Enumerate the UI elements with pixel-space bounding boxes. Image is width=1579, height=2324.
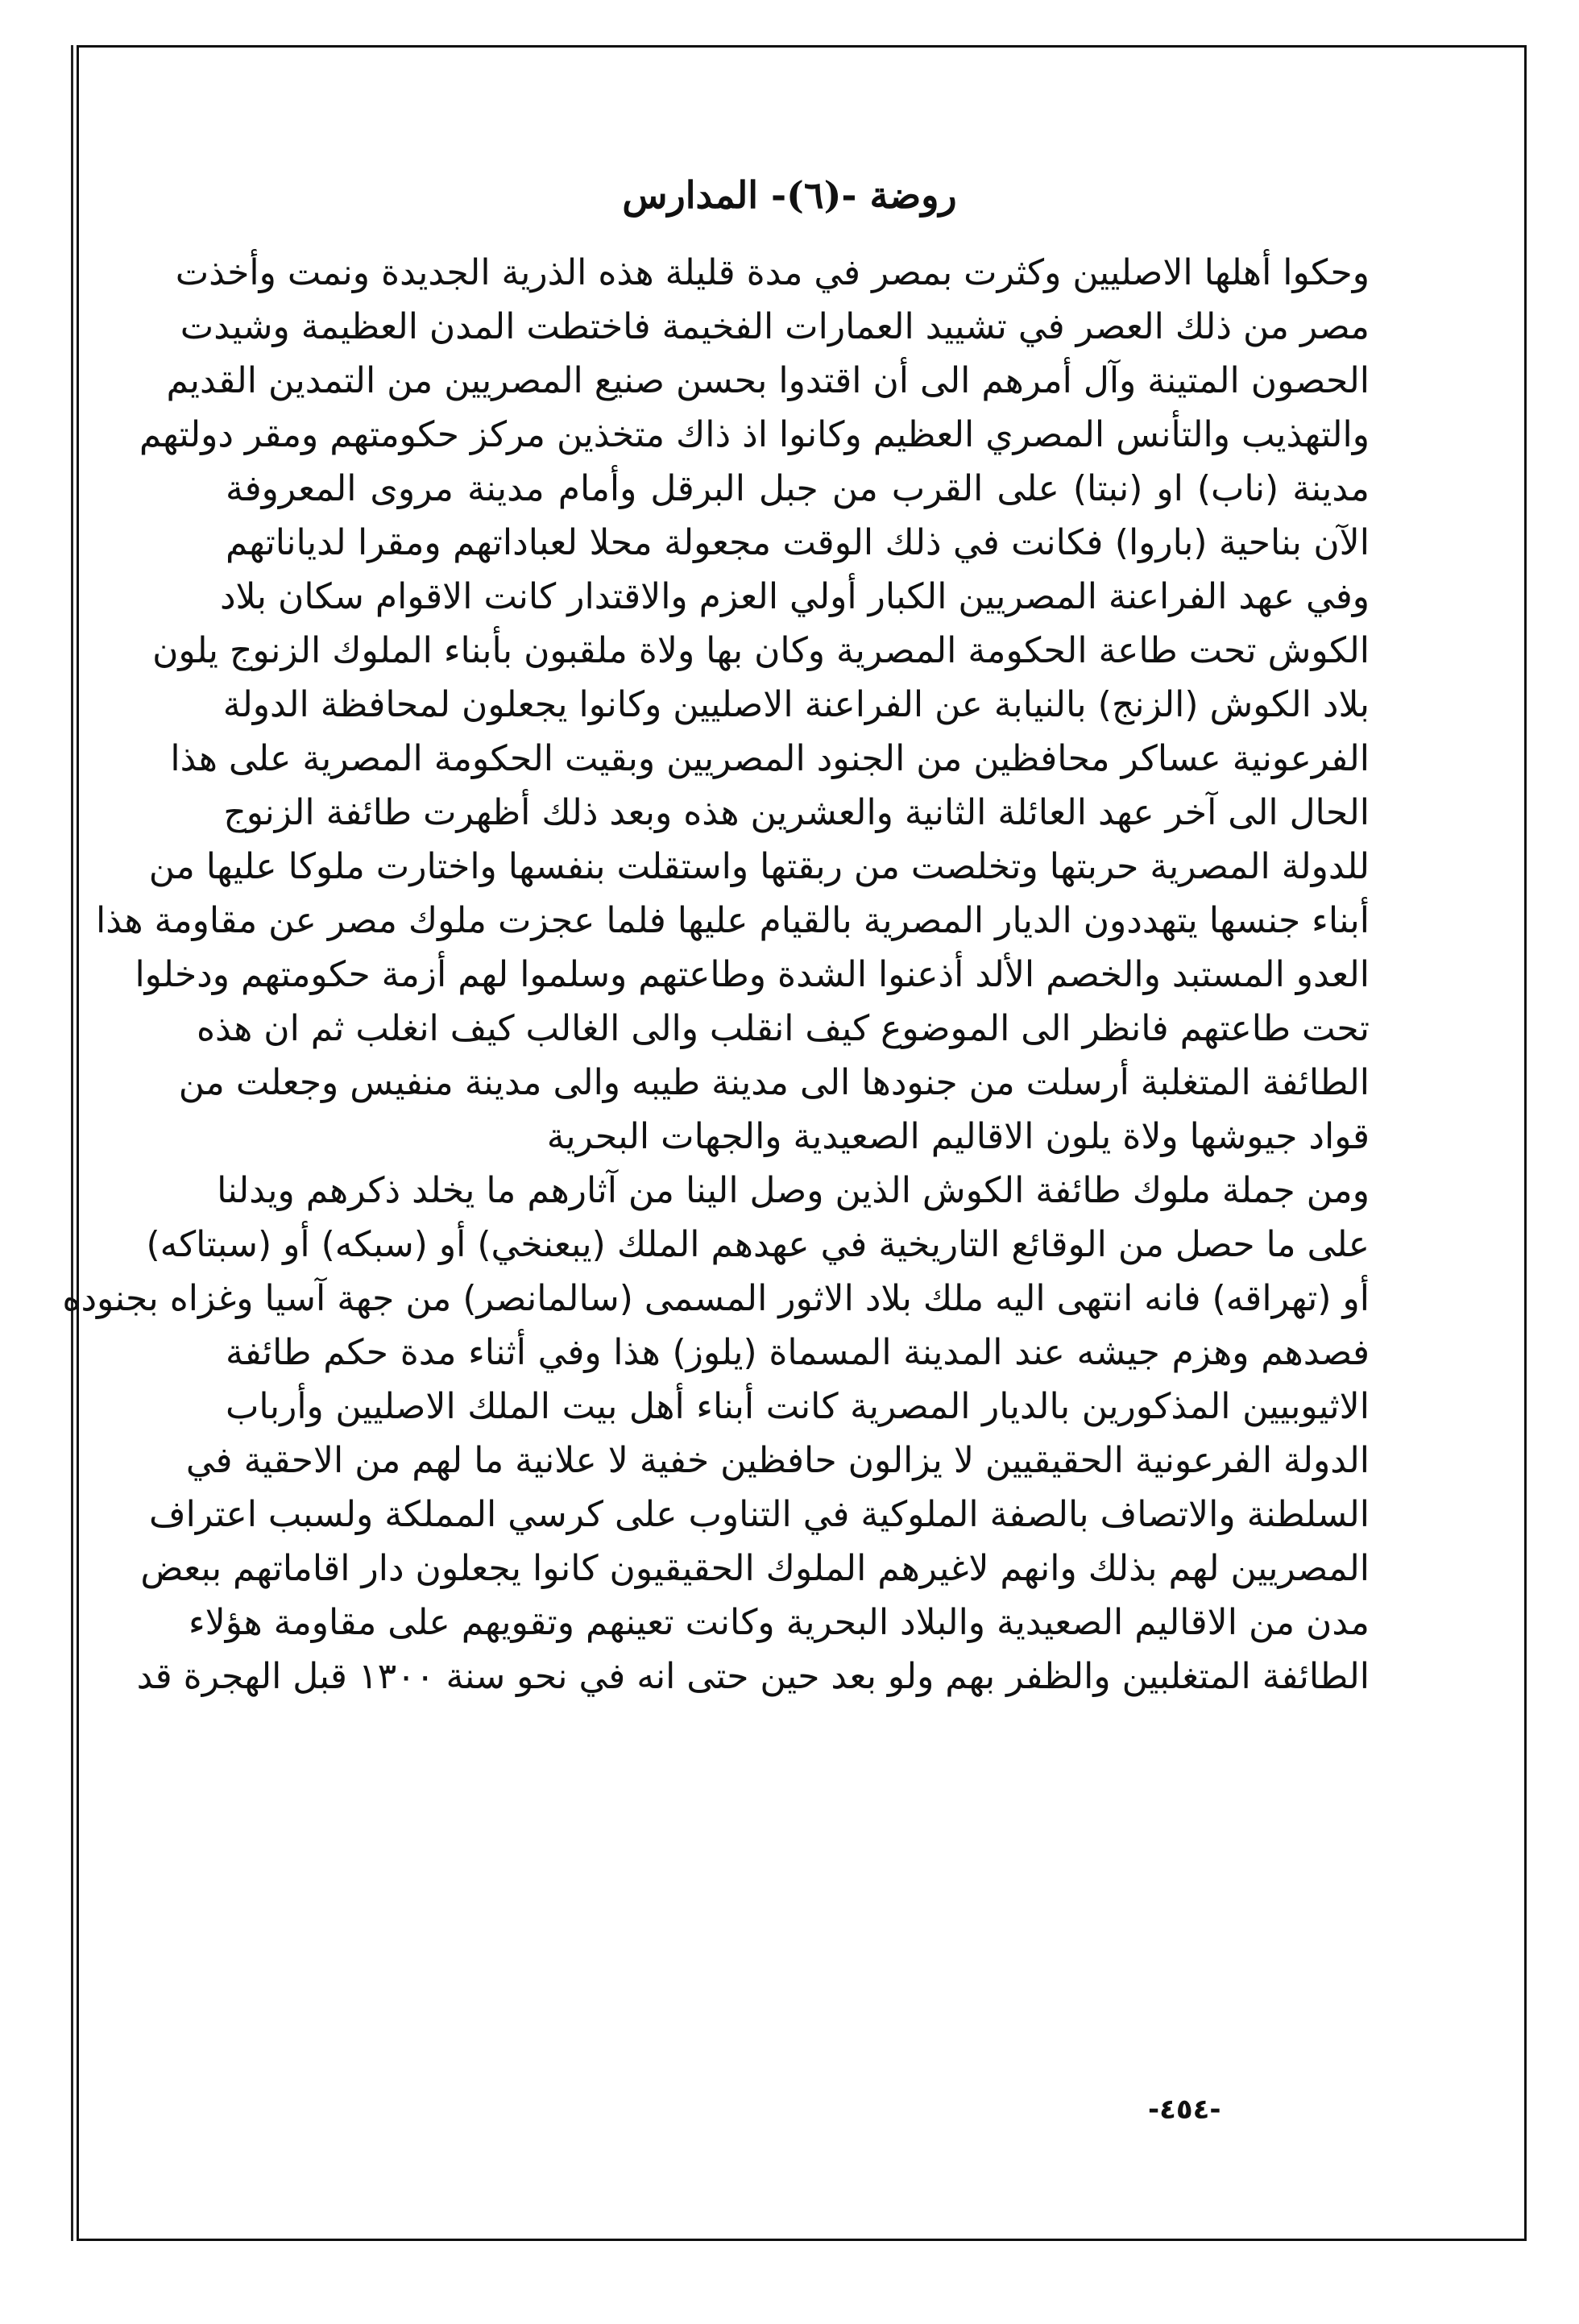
- text-line: بلاد الكوش (الزنج) بالنيابة عن الفراعنة الاصليين وكانوا يجعلون لمحافظة الدولة: [222, 684, 1370, 725]
- text-line: وحكوا أهلها الاصليين وكثرت بمصر في مدة قليلة هذه الذرية الجديدة ونمت وأخذت: [175, 252, 1370, 293]
- body-text: [62, 246, 1370, 1704]
- text-line: الحصون المتينة وآل أمرهم الى أن اقتدوا بحسن صنيع المصريين من التمدين القديم: [166, 360, 1370, 401]
- text-line: مدن من الاقاليم الصعيدية والبلاد البحرية وكانت تعينهم وتقويهم على مقاومة هؤلاء: [188, 1602, 1370, 1643]
- text-line: الكوش تحت طاعة الحكومة المصرية وكان بها ولاة ملقبون بأبناء الملوك الزنوج يلون: [152, 630, 1370, 671]
- text-line: والتهذيب والتأنس المصري العظيم وكانوا اذ ذاك متخذين مركز حكومتهم ومقر دولتهم: [139, 414, 1370, 455]
- text-line: وفي عهد الفراعنة المصريين الكبار أولي العزم والاقتدار كانت الاقوام سكان بلاد: [219, 576, 1370, 617]
- text-line: الفرعونية عساكر محافظين من الجنود المصريين وبقيت الحكومة المصرية على هذا: [170, 738, 1370, 779]
- page-header: روضة -(٦)- المدارس: [622, 173, 957, 217]
- text-line: العدو المستبد والخصم الألد أذعنوا الشدة وطاعتهم وسلموا لهم أزمة حكومتهم ودخلوا: [135, 954, 1370, 995]
- text-line: قواد جيوشها ولاة يلون الاقاليم الصعيدية والجهات البحرية: [546, 1116, 1370, 1157]
- text-line: على ما حصل من الوقائع التاريخية في عهدهم الملك (يبعنخي) أو (سبكه) أو (سبتاكه): [146, 1224, 1370, 1265]
- text-line: تحت طاعتهم فانظر الى الموضوع كيف انقلب والى الغالب كيف انغلب ثم ان هذه: [196, 1008, 1370, 1049]
- text-line: مدينة (ناب) او (نبتا) على القرب من جبل البرقل وأمام مدينة مروى المعروفة: [226, 468, 1370, 509]
- text-line: السلطنة والاتصاف بالصفة الملوكية في التناوب على كرسي المملكة ولسبب اعتراف: [149, 1494, 1370, 1535]
- text-line: مصر من ذلك العصر في تشييد العمارات الفخيمة فاختطت المدن العظيمة وشيدت: [180, 306, 1370, 347]
- text-line: فصدهم وهزم جيشه عند المدينة المسماة (يلوز) هذا وفي أثناء مدة حكم طائفة: [226, 1332, 1370, 1373]
- text-line: المصريين لهم بذلك وانهم لاغيرهم الملوك الحقيقيون كانوا يجعلون دار اقاماتهم ببعض: [140, 1548, 1370, 1589]
- text-line: الحال الى آخر عهد العائلة الثانية والعشرين هذه وبعد ذلك أظهرت طائفة الزنوج: [223, 792, 1370, 833]
- text-line: الآن بناحية (باروا) فكانت في ذلك الوقت مجعولة محلا لعباداتهم ومقرا لدياناتهم: [226, 522, 1370, 563]
- text-line: أو (تهراقه) فانه انتهى اليه ملك بلاد الاثور المسمى (سالمانصر) من جهة آسيا وغزاه بجنوده: [62, 1278, 1370, 1319]
- text-line: الطائفة المتغلبين والظفر بهم ولو بعد حين حتى انه في نحو سنة ١٣٠٠ قبل الهجرة قد: [136, 1656, 1370, 1697]
- text-line: الاثيوبيين المذكورين بالديار المصرية كانت أبناء أهل بيت الملك الاصليين وأرباب: [226, 1386, 1370, 1427]
- text-line: ومن جملة ملوك طائفة الكوش الذين وصل الينا من آثارهم ما يخلد ذكرهم ويدلنا: [217, 1170, 1370, 1211]
- text-line: للدولة المصرية حربتها وتخلصت من ربقتها واستقلت بنفسها واختارت ملوكا عليها من: [148, 846, 1370, 887]
- text-line: أبناء جنسها يتهددون الديار المصرية بالقيام عليها فلما عجزت ملوك مصر عن مقاومة هذا: [96, 900, 1370, 941]
- text-line: الطائفة المتغلبة أرسلت من جنودها الى مدينة طيبه والى مدينة منفيس وجعلت من: [178, 1062, 1370, 1103]
- page-number: -٤٥٤-: [1148, 2094, 1221, 2126]
- text-line: الدولة الفرعونية الحقيقيين لا يزالون حافظين خفية لا علانية ما لهم من الاحقية في: [185, 1440, 1370, 1481]
